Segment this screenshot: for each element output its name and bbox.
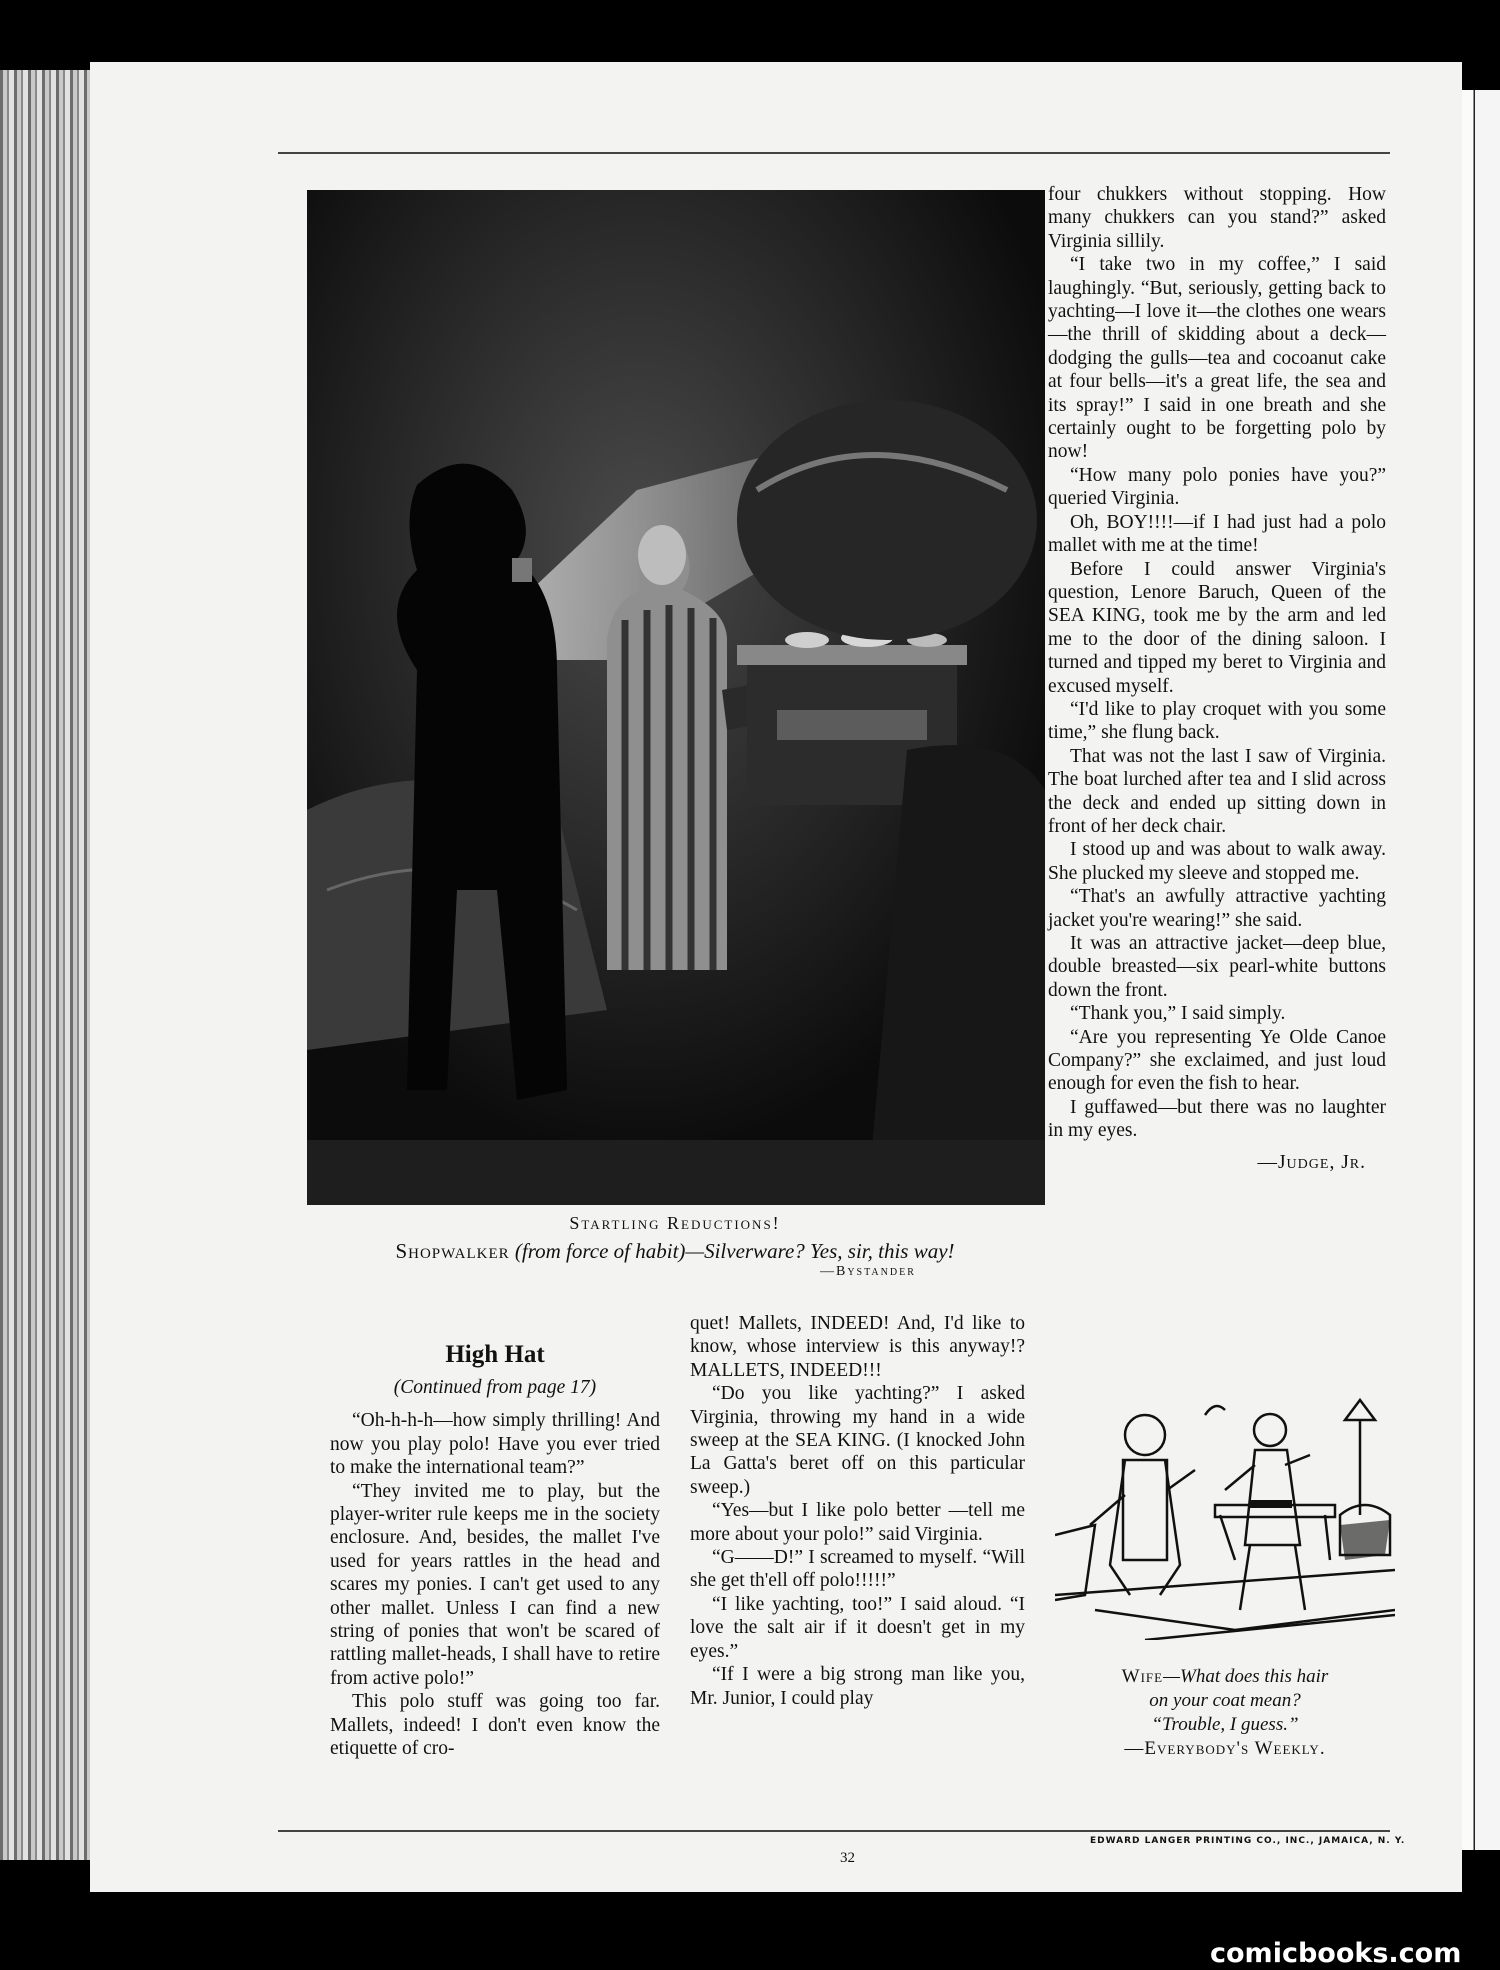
cartoon-line-2: on your coat mean? — [1149, 1690, 1301, 1711]
paragraph: “Do you like yachting?” I asked Virginia, throwing my hand in a wide sweep at the SEA KING. (I knocked John La Gatta's beret off on this particular sweep.) — [690, 1383, 1025, 1498]
paragraph: That was not the last I saw of Virginia. The boat lurched after tea and I slid across the deck and ended up sitting down in front of her deck chair. — [1048, 745, 1386, 837]
article-heading: High Hat — [445, 1341, 545, 1368]
printer-credit: EDWARD LANGER PRINTING CO., INC., JAMAICA, N. Y. — [1090, 1836, 1406, 1846]
illustration-caption-title: Startling Reductions! — [569, 1213, 781, 1233]
article-column-3 — [1048, 183, 1386, 1174]
cartoon-line-1: —What does this hair — [1163, 1666, 1329, 1687]
caption-text: —Silverware? Yes, sir, this way! — [685, 1239, 955, 1263]
page-stack-left — [0, 70, 95, 1860]
paragraph: This polo stuff was going too far. Mallets, indeed! I don't even know the etiquette of cro- — [330, 1691, 660, 1760]
article-signoff: —Judge, Jr. — [1257, 1151, 1366, 1173]
cartoon-line-3: “Trouble, I guess.” — [1151, 1714, 1299, 1735]
cartoon-source: —Everybody's Weekly. — [1124, 1738, 1326, 1759]
illustration-startling-reductions — [307, 190, 1045, 1205]
paragraph: “Are you representing Ye Olde Canoe Company?” she exclaimed, and just loud enough for even the fish to hear. — [1048, 1026, 1386, 1095]
article-column-2 — [690, 1312, 1025, 1710]
page-frame-bottom-rule — [278, 1830, 1390, 1832]
paragraph: I guffawed—but there was no laughter in my eyes. — [1048, 1096, 1386, 1142]
cartoon-speaker: Wife — [1121, 1666, 1164, 1687]
paragraph: “How many polo ponies have you?” queried Virginia. — [1048, 464, 1386, 510]
caption-speaker-note: (from force of habit) — [514, 1239, 686, 1263]
page-number: 32 — [840, 1850, 855, 1866]
site-watermark: comicbooks.com — [1210, 1938, 1462, 1969]
paragraph: “That's an awfully attractive yachting jacket you're wearing!” she said. — [1048, 886, 1386, 931]
paragraph: “I like yachting, too!” I said aloud. “I love the salt air if it doesn't get in my eyes.” — [690, 1593, 1025, 1662]
article-column-1 — [330, 1340, 660, 1761]
paragraph: “They invited me to play, but the player-writer rule keeps me in the society enclosure. And, besides, the mallet I've used for years rattles in the head and scares my ponies. I can't get used to any other mallet. Unless I can find a new string of ponies that won't be scared of rattling mallet-heads, I shall have to retire from active polo!” — [330, 1480, 660, 1689]
article-continued-note: (Continued from page 17) — [393, 1377, 597, 1398]
caption-speaker: Shopwalker — [395, 1239, 510, 1263]
paragraph: “Yes—but I like polo better —tell me more about your polo!” said Virginia. — [690, 1500, 1025, 1545]
cartoon-caption — [1075, 1665, 1375, 1761]
paragraph: “Oh-h-h-h—how simply thrilling! And now you play polo! Have you ever tried to make the international team?” — [330, 1410, 660, 1479]
paragraph: quet! Mallets, INDEED! And, I'd like to know, whose interview is this anyway!? MALLETS, INDEED!!! — [690, 1313, 1025, 1381]
paragraph: It was an attractive jacket—deep blue, double breasted—six pearl-white buttons down the front. — [1048, 933, 1386, 1001]
paragraph: “I take two in my coffee,” I said laughingly. “But, seriously, getting back to yachting—I love it—the clothes one wears—the thrill of skidding about a deck—dodging the gulls—tea and cocoanut cake at four bells—it's a great life, the sea and its spray!” I said in one breath and she certainly ought to be forgetting polo by now! — [1048, 254, 1386, 463]
paragraph: four chukkers without stopping. How many chukkers can you stand?” asked Virginia sillily. — [1048, 184, 1386, 252]
illustration-caption-source: —Bystander — [820, 1264, 916, 1279]
paragraph: I stood up and was about to walk away. She plucked my sleeve and stopped me. — [1048, 839, 1386, 884]
illustration-caption-line — [300, 1238, 1050, 1264]
page-stack-right — [1462, 90, 1500, 1850]
paragraph: “G——D!” I screamed to myself. “Will she get th'ell off polo!!!!!” — [690, 1547, 1025, 1592]
paragraph: Before I could answer Virginia's question, Lenore Baruch, Queen of the SEA KING, took me by the arm and led me to the door of the dining saloon. I turned and tipped my beret to Virginia and excused myself. — [1048, 558, 1386, 697]
paragraph: Oh, BOY!!!!—if I had just had a polo mallet with me at the time! — [1048, 511, 1386, 557]
page-frame-top-rule — [278, 152, 1390, 154]
paragraph: “I'd like to play croquet with you some time,” she flung back. — [1048, 698, 1386, 744]
cartoon-illustration — [1055, 1395, 1395, 1640]
paragraph: “Thank you,” I said simply. — [1070, 1003, 1286, 1025]
paragraph: “If I were a big strong man like you, Mr. Junior, I could play — [690, 1664, 1025, 1709]
